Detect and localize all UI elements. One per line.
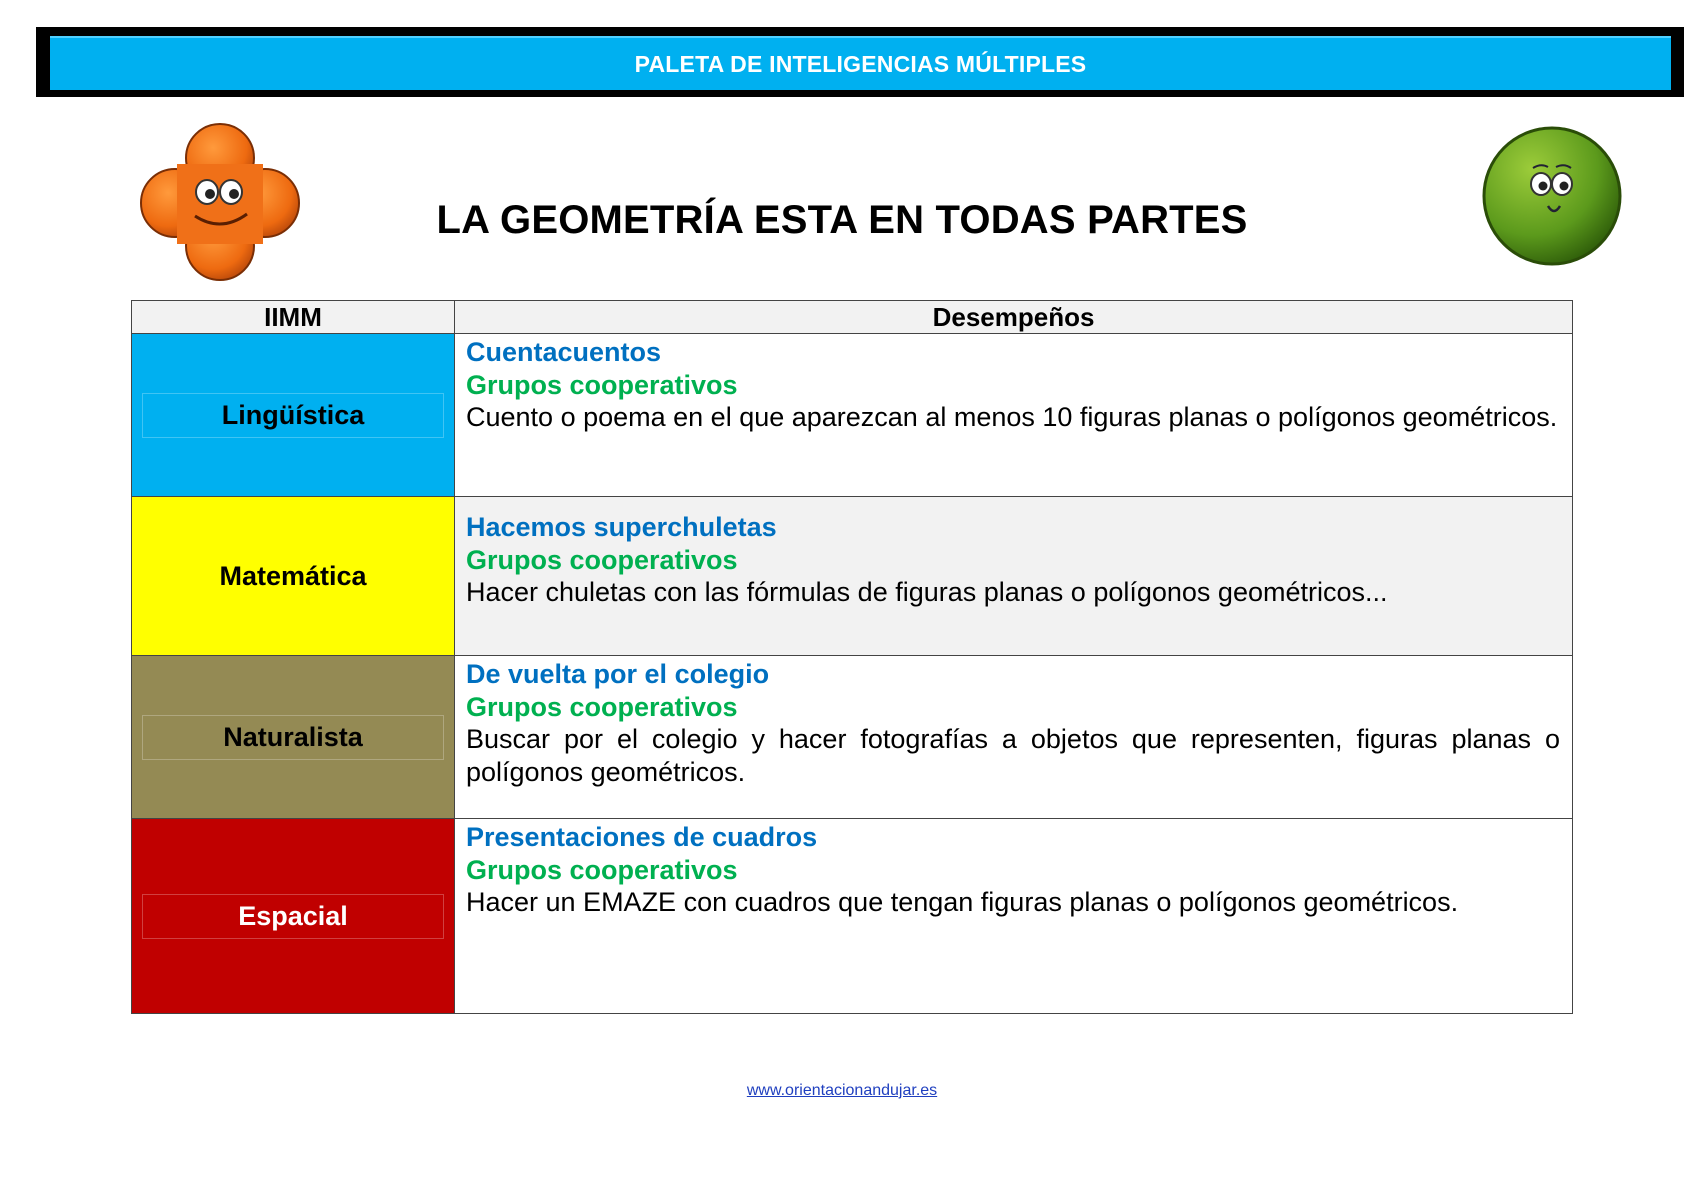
header-desempenos: Desempeños (455, 301, 1573, 334)
activity-title: De vuelta por el colegio (466, 659, 770, 689)
intelligence-label: Matemática (219, 560, 367, 591)
performance-cell (455, 497, 1573, 656)
intelligences-table (131, 300, 1573, 1014)
activity-title: Hacemos superchuletas (466, 512, 777, 542)
intelligence-cell-espacial (132, 819, 455, 1014)
performance-cell (455, 334, 1573, 497)
intelligence-cell-linguistica (132, 334, 455, 497)
intelligence-cell-matematica (132, 497, 455, 656)
activity-grouping: Grupos cooperativos (466, 691, 738, 722)
performance-cell (455, 819, 1573, 1014)
activity-grouping: Grupos cooperativos (466, 544, 738, 575)
performance-cell (455, 656, 1573, 819)
activity-description: Cuento o poema en el que aparezcan al menos 10 figuras planas o polígonos geométricos. (466, 402, 1558, 432)
activity-title: Cuentacuentos (466, 337, 662, 367)
page-title: LA GEOMETRÍA ESTA EN TODAS PARTES (436, 198, 1248, 242)
table-row (132, 656, 1573, 819)
activity-description: Hacer un EMAZE con cuadros que tengan figuras planas o polígonos geométricos. (466, 887, 1459, 917)
header-iimm: IIMM (132, 301, 455, 334)
activity-title: Presentaciones de cuadros (466, 822, 818, 852)
activity-description: Hacer chuletas con las fórmulas de figuras planas o polígonos geométricos... (466, 577, 1388, 607)
activity-grouping: Grupos cooperativos (466, 369, 738, 400)
table-row (132, 819, 1573, 1014)
table-row (132, 497, 1573, 656)
table-row (132, 334, 1573, 497)
table-header-row (132, 301, 1573, 334)
intelligence-cell-naturalista (132, 656, 455, 819)
website-link[interactable]: www.orientacionandujar.es (746, 1082, 938, 1099)
activity-grouping: Grupos cooperativos (466, 854, 738, 885)
intelligence-label: Lingüística (142, 393, 444, 438)
green-ball-mascot-icon (1476, 120, 1628, 272)
intelligence-label: Naturalista (142, 715, 444, 760)
activity-description: Buscar por el colegio y hacer fotografías a objetos que representen, figuras planas o polígonos geométricos. (466, 724, 1560, 787)
header-banner (36, 27, 1684, 97)
intelligence-label: Espacial (142, 894, 444, 939)
banner-title: PALETA DE INTELIGENCIAS MÚLTIPLES (634, 50, 1087, 77)
header-banner-fill (50, 36, 1671, 90)
